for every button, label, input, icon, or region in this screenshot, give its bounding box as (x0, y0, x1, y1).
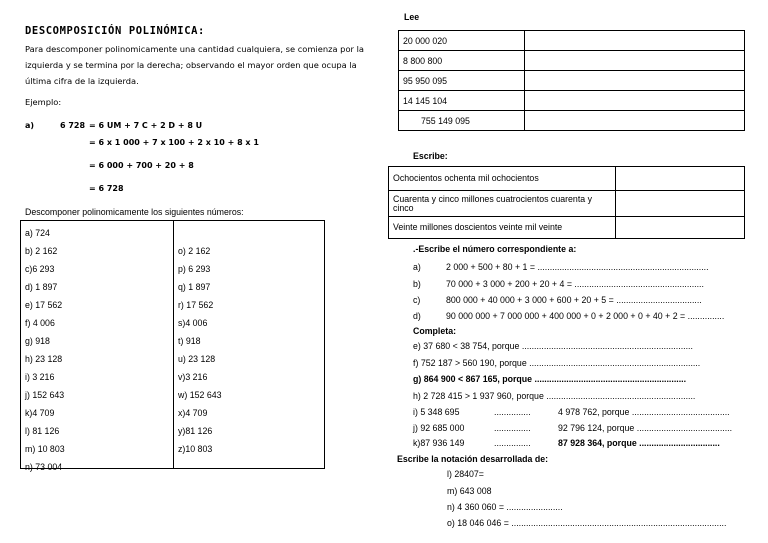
compare-blank: ............... (494, 407, 531, 417)
list-column-right (174, 221, 324, 468)
lee-number: 755 149 095 (399, 111, 525, 131)
exercise-text: 800 000 + 40 000 + 3 000 + 600 + 20 + 5 = ................................... (446, 295, 702, 305)
list-item: w) 152 643 (178, 390, 222, 400)
list-column-left (21, 221, 174, 472)
lee-label: Lee (404, 12, 420, 22)
list-item: d) 1 897 (25, 282, 58, 292)
lee-number: 14 145 104 (399, 91, 525, 111)
example-line-4: = 6 728 (89, 184, 124, 193)
escribe-label: Escribe: (413, 151, 448, 161)
exercise-text: 90 000 000 + 7 000 000 + 400 000 + 0 + 2 000 + 0 + 40 + 2 = ............... (446, 311, 725, 321)
lee-number: 8 800 800 (399, 51, 525, 71)
compare-number-a: k)87 936 149 (413, 438, 465, 448)
list-instruction: Descomponer polinomicamente los siguientes números: (25, 207, 244, 217)
escribe-table (388, 166, 745, 239)
list-item: t) 918 (178, 336, 201, 346)
list-item: b) 2 162 (25, 246, 58, 256)
notation-item: l) 28407= (447, 469, 484, 479)
list-item: x)4 709 (178, 408, 208, 418)
exercise-letter: d) (413, 311, 421, 321)
list-item: m) 10 803 (25, 444, 65, 454)
exercise-letter: b) (413, 279, 421, 289)
answer-cell[interactable] (616, 167, 745, 191)
answer-cell[interactable] (525, 71, 745, 91)
notation-label: Escribe la notación desarrollada de: (397, 454, 549, 464)
compare-blank: ............... (494, 423, 531, 433)
example-letter: a) (25, 121, 35, 130)
list-item: e) 17 562 (25, 300, 63, 310)
numbers-list-box (20, 220, 325, 472)
exercise-letter: c) (413, 295, 421, 305)
section-title-escribe-numero: .-Escribe el número correspondiente a: (413, 244, 577, 254)
compare-number-a: j) 92 685 000 (413, 423, 465, 433)
table-row (399, 111, 745, 131)
compare-blank: ............... (494, 438, 531, 448)
table-row (399, 31, 745, 51)
table-row (399, 51, 745, 71)
table-row (399, 91, 745, 111)
escribe-text: Veinte millones doscientos veinte mil veinte (389, 217, 616, 239)
lee-number: 95 950 095 (399, 71, 525, 91)
answer-cell[interactable] (525, 91, 745, 111)
table-row (399, 71, 745, 91)
completa-item: h) 2 728 415 > 1 937 960, porque ............................................................. (413, 391, 696, 401)
list-item: c)6 293 (25, 264, 55, 274)
list-item: q) 1 897 (178, 282, 211, 292)
compare-number-b: 87 928 364, porque ................................. (558, 438, 720, 448)
example-line-1: = 6 UM + 7 C + 2 D + 8 U (89, 121, 203, 130)
list-item: z)10 803 (178, 444, 213, 454)
answer-cell[interactable] (525, 31, 745, 51)
intro-paragraph: Para descomponer polinomicamente una cantidad cualquiera, se comienza por la izquierda y se termina por la derecha; observando el mayor orden que ocupa la última cifra de la izquierda. (25, 44, 364, 86)
completa-label: Completa: (413, 326, 457, 336)
list-item: h) 23 128 (25, 354, 63, 364)
notation-item: n) 4 360 060 = ....................... (447, 502, 563, 512)
table-row (389, 217, 745, 239)
answer-cell[interactable] (616, 217, 745, 239)
list-item: f) 4 006 (25, 318, 55, 328)
notation-item: o) 18 046 046 = ........................................................................................ (447, 518, 727, 528)
completa-item: f) 752 187 > 560 190, porque ...................................................................... (413, 358, 701, 368)
list-item: i) 3 216 (25, 372, 55, 382)
example-line-3: = 6 000 + 700 + 20 + 8 (89, 161, 194, 170)
list-item: g) 918 (25, 336, 50, 346)
page-title: DESCOMPOSICIÓN POLINÓMICA: (25, 25, 205, 37)
compare-number-a: i) 5 348 695 (413, 407, 460, 417)
list-item: j) 152 643 (25, 390, 65, 400)
table-row (389, 167, 745, 191)
list-item: l) 81 126 (25, 426, 60, 436)
list-item: a) 724 (25, 228, 50, 238)
escribe-text: Ochocientos ochenta mil ochocientos (389, 167, 616, 191)
list-item: r) 17 562 (178, 300, 214, 310)
completa-item: g) 864 900 < 867 165, porque .............................................................. (413, 374, 687, 384)
list-item: o) 2 162 (178, 246, 211, 256)
example-number: 6 728 (60, 121, 86, 130)
list-item: v)3 216 (178, 372, 208, 382)
compare-number-b: 4 978 762, porque ........................................ (558, 407, 730, 417)
lee-number: 20 000 020 (399, 31, 525, 51)
answer-cell[interactable] (525, 111, 745, 131)
list-item: k)4 709 (25, 408, 55, 418)
example-line-2: = 6 x 1 000 + 7 x 100 + 2 x 10 + 8 x 1 (89, 138, 259, 147)
completa-item: e) 37 680 < 38 754, porque ...................................................................... (413, 341, 693, 351)
exercise-text: 2 000 + 500 + 80 + 1 = ...................................................................... (446, 262, 709, 272)
example-label: Ejemplo: (25, 97, 62, 107)
list-item: n) 73 004 (25, 462, 63, 472)
table-row (389, 191, 745, 217)
list-item: s)4 006 (178, 318, 208, 328)
list-item: u) 23 128 (178, 354, 216, 364)
exercise-letter: a) (413, 262, 421, 272)
list-item: p) 6 293 (178, 264, 211, 274)
escribe-text: Cuarenta y cinco millones cuatrocientos cuarenta y cinco (389, 191, 616, 217)
exercise-text: 70 000 + 3 000 + 200 + 20 + 4 = ..................................................... (446, 279, 704, 289)
list-item: y)81 126 (178, 426, 213, 436)
notation-item: m) 643 008 (447, 486, 492, 496)
answer-cell[interactable] (525, 51, 745, 71)
answer-cell[interactable] (616, 191, 745, 217)
lee-table (398, 30, 745, 131)
compare-number-b: 92 796 124, porque ....................................... (558, 423, 733, 433)
